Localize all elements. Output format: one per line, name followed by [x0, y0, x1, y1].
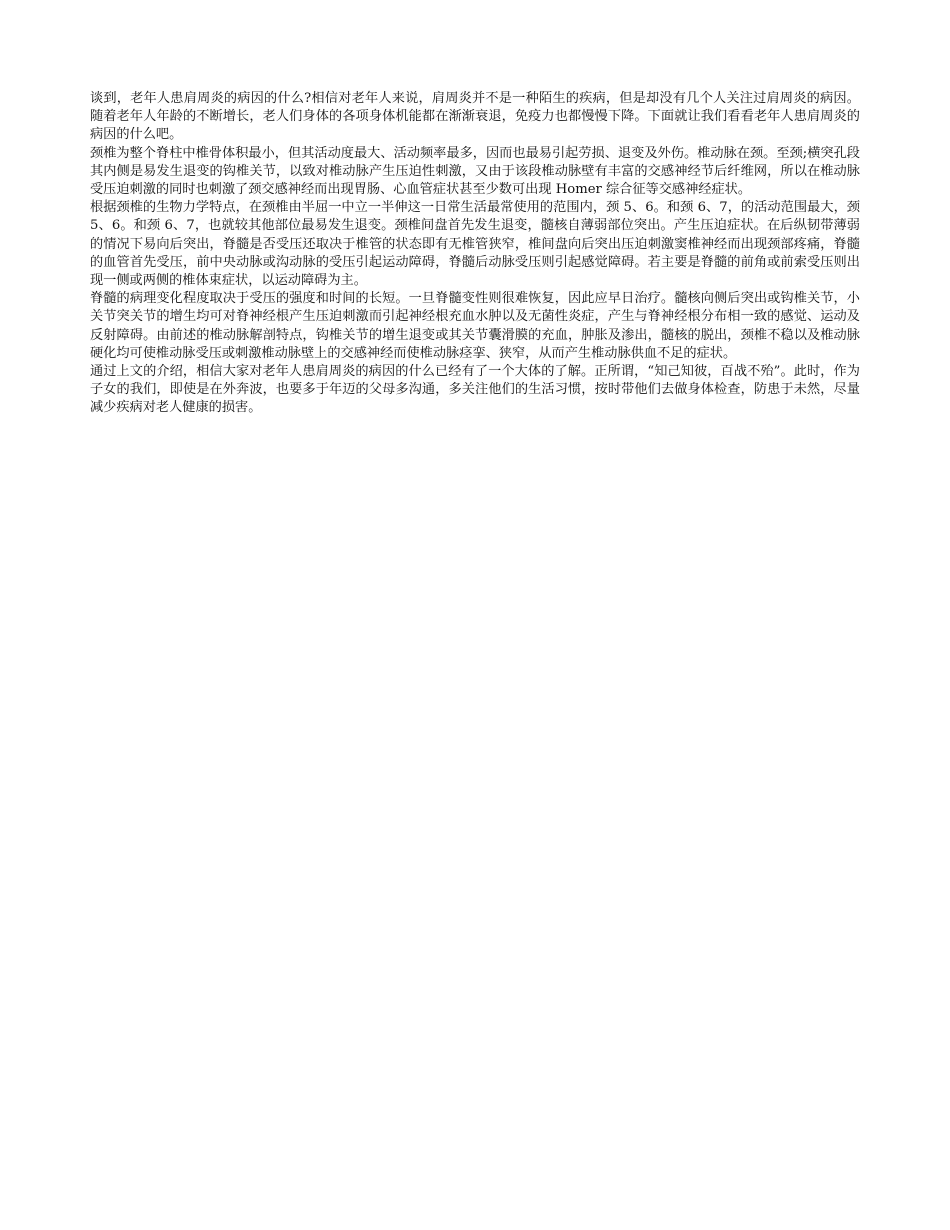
- paragraph-intro: 谈到，老年人患肩周炎的病因的什么?相信对老年人来说，肩周炎并不是一种陌生的疾病，但是却没有几个人关注过肩周炎的病因。随着老年人年龄的不断增长，老人们身体的各项身体机能都在渐渐衰退，免疫力也都慢慢下降。下面就让我们看看老年人患肩周炎的病因的什么吧。: [90, 91, 860, 143]
- paragraph-biomechanics: 根据颈椎的生物力学特点，在颈椎由半屈一中立一半伸这一日常生活最常使用的范围内，颈 5、6。和颈 6、7，的活动范围最大，颈 5、6。和颈 6、7，也就较其他部位最易发生退变。颈椎间盘首先发生退变，髓核自薄弱部位突出。产生压迫症状。在后纵韧带薄弱的情况下易向后突出，脊髓是否受压还取决于椎管的状态即有无椎管狭窄，椎间盘向后突出压迫刺激窦椎神经而出现颈部疼痛，脊髓的血管首先受压，前中央动脉或沟动脉的受压引起运动障碍，脊髓后动脉受压则引起感觉障碍。若主要是脊髓的前角或前索受压则出现一侧或两侧的椎体束症状，以运动障碍为主。: [90, 200, 860, 289]
- paragraph-pathology: 脊髓的病理变化程度取决于受压的强度和时间的长短。一旦脊髓变性则很难恢复，因此应早日治疗。髓核向侧后突出或钩椎关节，小关节突关节的增生均可对脊神经根产生压迫刺激而引起神经根充血水肿以及无菌性炎症，产生与脊神经根分布相一致的感觉、运动及反射障碍。由前述的椎动脉解剖特点，钩椎关节的增生退变或其关节囊滑膜的充血，肿胀及渗出，髓核的脱出，颈椎不稳以及椎动脉硬化均可使椎动脉受压或刺激椎动脉壁上的交感神经而使椎动脉痉挛、狭窄，从而产生椎动脉供血不足的症状。: [90, 291, 860, 361]
- paragraph-cervical-anatomy: 颈椎为整个脊柱中椎骨体积最小，但其活动度最大、活动频率最多，因而也最易引起劳损、退变及外伤。椎动脉在颈。至颈;横突孔段其内侧是易发生退变的钩椎关节，以致对椎动脉产生压迫性刺激，又由于该段椎动脉壁有丰富的交感神经节后纤维网，所以在椎动脉受压迫刺激的同时也刺激了颈交感神经而出现胃肠、心血管症状甚至少数可出现 Homer 综合征等交感神经症状。: [90, 145, 860, 198]
- article-body: [90, 90, 860, 418]
- paragraph-conclusion: 通过上文的介绍，相信大家对老年人患肩周炎的病因的什么已经有了一个大体的了解。正所谓，“知己知彼，百战不殆”。此时，作为子女的我们，即使是在外奔波，也要多于年迈的父母多沟通，多关注他们的生活习惯，按时带他们去做身体检查，防患于未然，尽量减少疾病对老人健康的损害。: [90, 364, 860, 416]
